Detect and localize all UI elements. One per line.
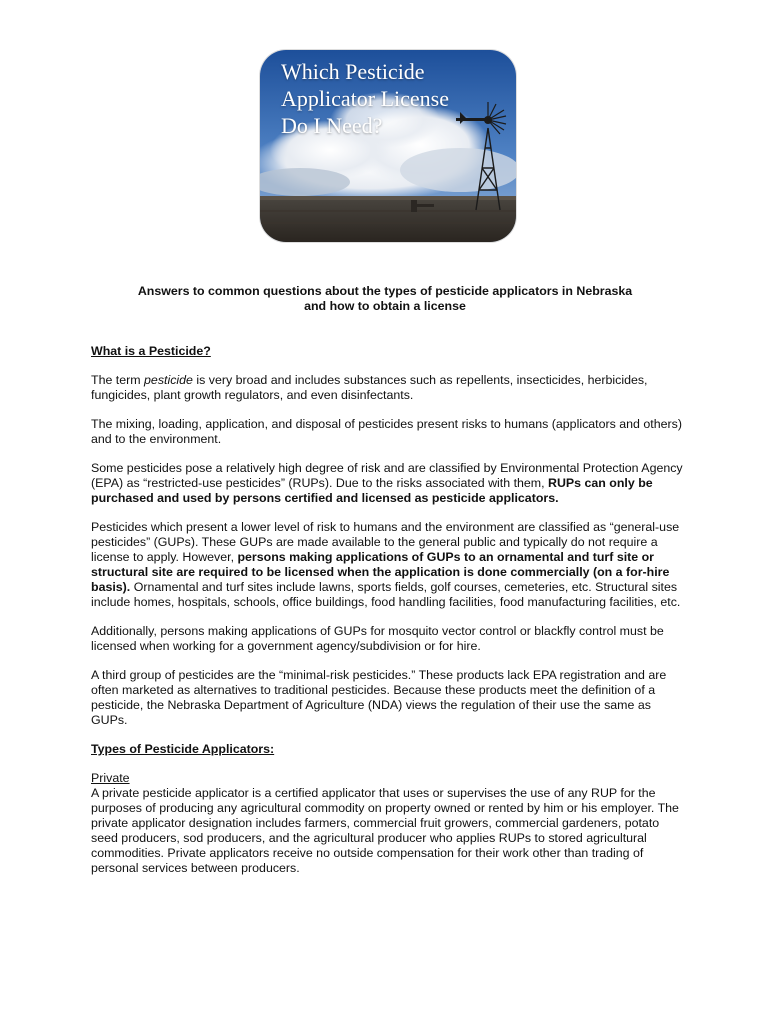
bold-text: persons making applications of GUPs to an ornamental and turf site or structural site are required to be licensed when the application is done commercially (on a for-hire basis). xyxy=(91,550,670,594)
italic-term: pesticide xyxy=(144,373,193,387)
hero-title-line: Do I Need? xyxy=(281,113,383,138)
paragraph-minimal-risk: A third group of pesticides are the “minimal-risk pesticides.” These products lack EPA registration and are often marketed as alternatives to traditional pesticides. Because these products meet the definition of a pesticide, the Nebraska Department of Agriculture (NDA) views the regulation of their use the same as GUPs. xyxy=(91,668,667,727)
document-body xyxy=(91,344,685,890)
subtitle-line-2: and how to obtain a license xyxy=(304,299,466,313)
subtitle-line-1: Answers to common questions about the types of pesticide applicators in Nebraska xyxy=(137,284,633,298)
section-heading-what-is-pesticide: What is a Pesticide? xyxy=(91,344,211,358)
hero-title xyxy=(281,58,449,139)
text: A private pesticide applicator is a certified applicator that uses or supervises the use of any RUP for the purposes of producing any agricultural commodity on property owned or rented by him or his employer. The private applicator designation includes farmers, commercial fruit growers, commercial gardeners, potato seed producers, sod producers, and the agricultural producer who applies RUPs to stored agricultural commodities. Private applicators receive no outside compensation for their work other than trading of personal services between producers. xyxy=(91,786,679,875)
text: Some pesticides pose a relatively high degree of risk and are classified by Environmental Protection Agency (EPA) as “restricted-use pesticides” (RUPs). Due to the risks associated with them, xyxy=(91,461,683,490)
text: Pesticides which present a lower level of risk to humans and the environment are classified as “general-use pesticides” (GUPs). These GUPs are made available to the general public and typically do not require a license to apply. However, xyxy=(91,520,680,564)
paragraph-definition xyxy=(91,373,685,403)
paragraph-mosquito: Additionally, persons making applications of GUPs for mosquito vector control or blackfly control must be licensed when working for a government agency/subdivision or for hire. xyxy=(91,624,664,653)
paragraph-private xyxy=(91,771,685,876)
text: is very broad and includes substances such as repellents, insecticides, herbicides, fungicides, plant growth regulators, and even disinfectants. xyxy=(91,373,648,402)
document-subtitle xyxy=(90,284,680,314)
paragraph-rups xyxy=(91,461,685,506)
hero-title-line: Applicator License xyxy=(281,86,449,111)
paragraph-gups xyxy=(91,520,685,610)
hero-title-line: Which Pesticide xyxy=(281,59,425,84)
bold-text: RUPs can only be purchased and used by persons certified and licensed as pesticide applicators. xyxy=(91,476,653,505)
text: Ornamental and turf sites include lawns, sports fields, golf courses, cemeteries, etc. Structural sites include homes, hospitals, schools, office buildings, food handling facilities, food manufacturing facilities, etc. xyxy=(91,580,681,609)
hero-image xyxy=(260,50,516,242)
text: The term xyxy=(91,373,145,387)
subheading-private: Private xyxy=(91,771,130,785)
paragraph-risks: The mixing, loading, application, and disposal of pesticides present risks to humans (applicators and others) and to the environment. xyxy=(91,417,682,446)
section-heading-types: Types of Pesticide Applicators: xyxy=(91,742,275,756)
